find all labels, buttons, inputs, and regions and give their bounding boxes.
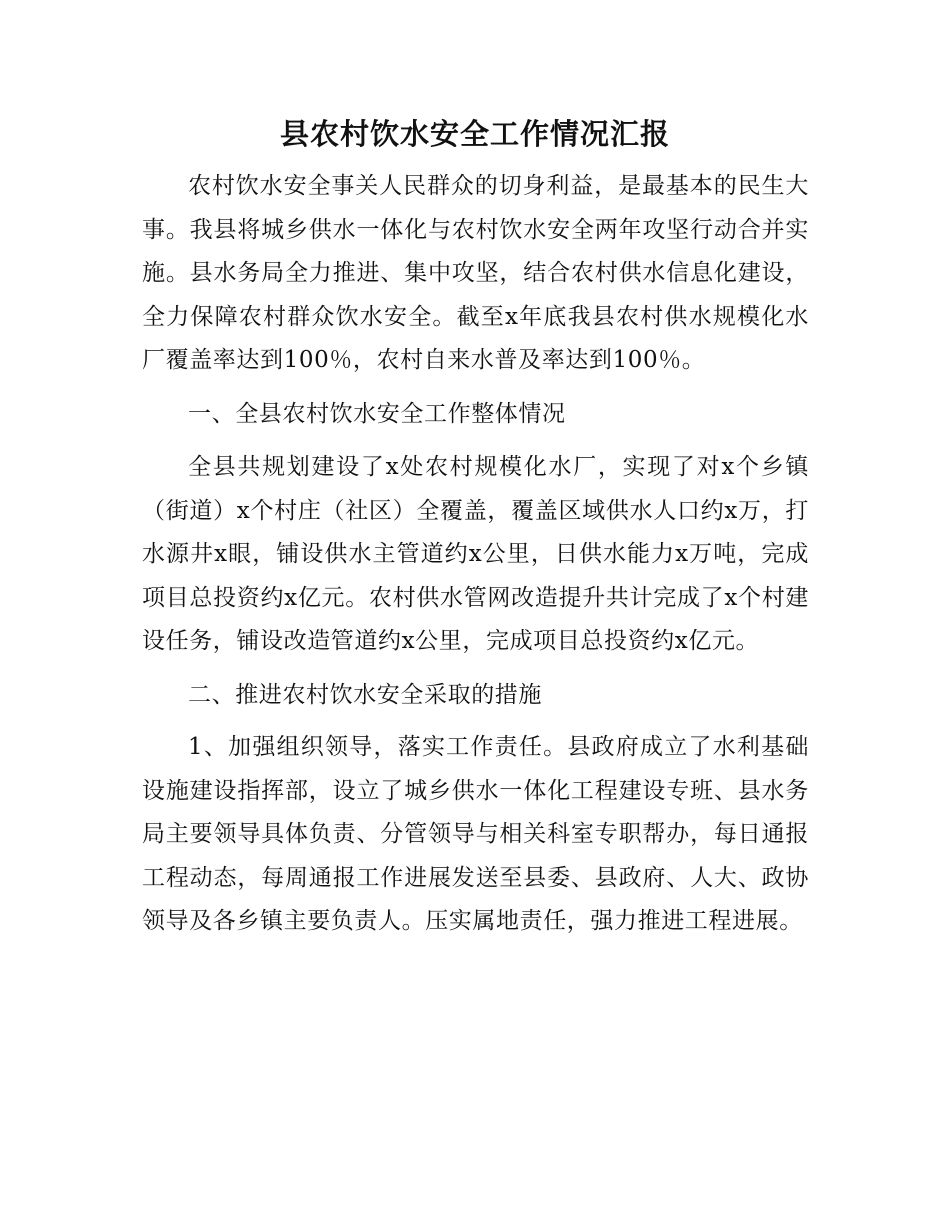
document-body — [142, 165, 809, 944]
section-2-heading: 二、推进农村饮水安全采取的措施 — [188, 681, 542, 708]
section-1-heading: 一、全县农村饮水安全工作整体情况 — [188, 400, 566, 427]
section-1-paragraph: 全县共规划建设了x处农村规模化水厂，实现了对x个乡镇（街道）x个村庄（社区）全覆盖，覆盖区域供水人口约x万，打水源井x眼，铺设供水主管道约x公里，日供水能力x万吨，完成项目总投资约x亿元。农村供水管网改造提升共计完成了x个村建设任务，铺设改造管道约x公里，完成项目总投资约x亿元。 — [142, 454, 809, 654]
document-title: 县农村饮水安全工作情况汇报 — [279, 117, 670, 151]
intro-paragraph: 农村饮水安全事关人民群众的切身利益，是最基本的民生大事。我县将城乡供水一体化与农村饮水安全两年攻坚行动合并实施。县水务局全力推进、集中攻坚，结合农村供水信息化建设，全力保障农村群众饮水安全。截至x年底我县农村供水规模化水厂覆盖率达到100％，农村自来水普及率达到100％。 — [142, 173, 809, 373]
section-2-item-1-paragraph: 1、加强组织领导，落实工作责任。县政府成立了水利基础设施建设指挥部，设立了城乡供水一体化工程建设专班、县水务局主要领导具体负责、分管领导与相关科室专职帮办，每日通报工程动态，每周通报工作进展发送至县委、县政府、人大、政协领导及各乡镇主要负责人。压实属地责任，强力推进工程进展。 — [142, 734, 809, 934]
